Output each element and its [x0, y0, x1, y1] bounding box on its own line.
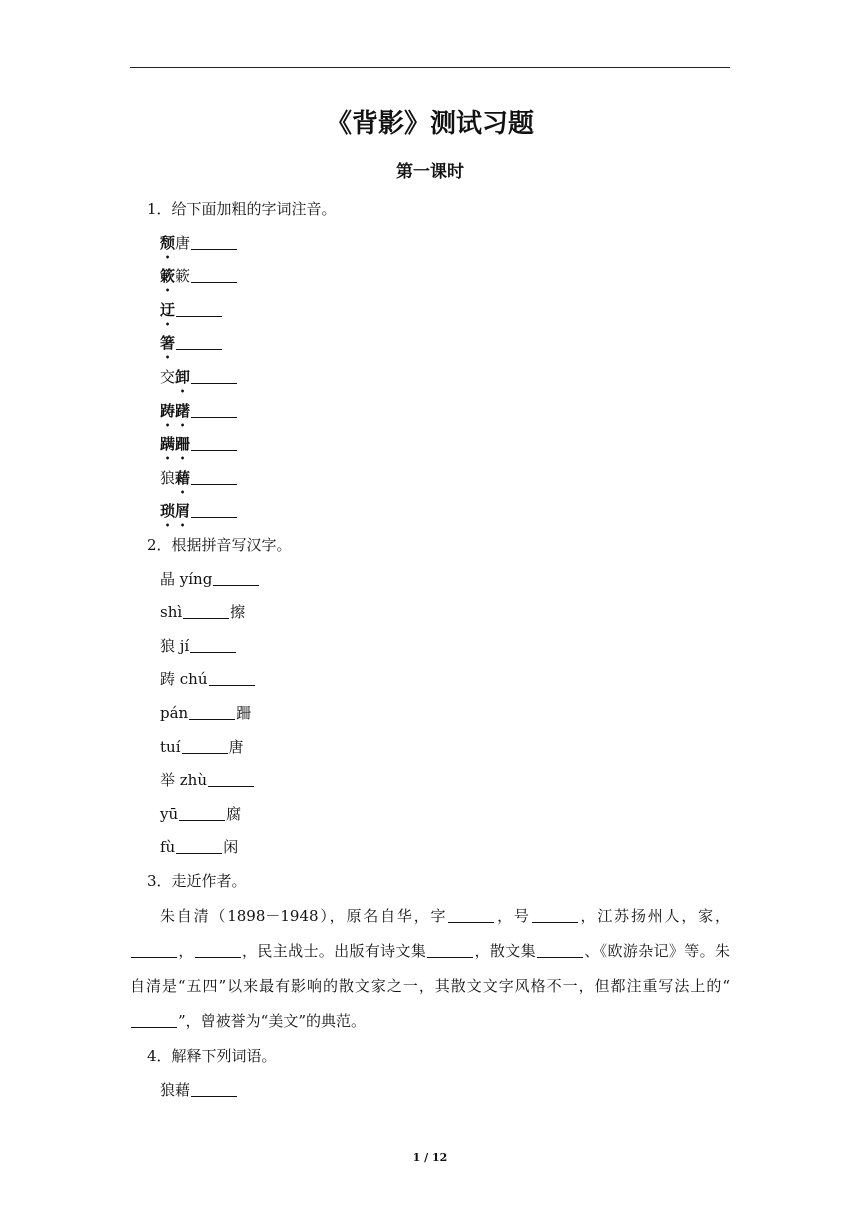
fill-blank[interactable]: [191, 1082, 237, 1097]
item-pinyin: 举 zhù: [160, 771, 207, 790]
item-word: 狼藉: [160, 1081, 191, 1100]
pinyin-to-hanzi-item: [130, 563, 730, 597]
q3-text-7: 、《欧游杂记》等。朱自清是“五四”以来最有影响的散文家之一，其散文文字风格不一，但都注重写法上的“: [130, 942, 730, 996]
fill-blank[interactable]: [191, 436, 237, 451]
fill-blank[interactable]: [195, 943, 241, 958]
bold-target-word: 箸: [160, 334, 176, 353]
question-1-heading: 1．给下面加粗的字词注音。: [147, 200, 337, 218]
item-suffix: 唐: [175, 233, 191, 252]
pinyin-to-hanzi-item: [130, 663, 730, 697]
pinyin-item: [130, 495, 730, 529]
bold-target-word: 迂: [160, 300, 176, 319]
document-body: [130, 193, 730, 1108]
pinyin-to-hanzi-item: [130, 697, 730, 731]
pinyin-to-hanzi-item: [130, 731, 730, 765]
q3-text-1: 朱自清（1898－1948），原名自华，字: [160, 907, 448, 926]
bold-target-word: 琐屑: [160, 502, 191, 521]
pinyin-item: [130, 395, 730, 429]
item-pinyin: yū: [160, 804, 179, 823]
fill-blank[interactable]: [191, 503, 237, 518]
bold-target-word: 卸: [175, 367, 191, 386]
fill-blank[interactable]: [213, 571, 259, 586]
pinyin-item: [130, 361, 730, 395]
pinyin-item: [130, 227, 730, 261]
item-pinyin: fù: [160, 838, 176, 857]
q3-text-8: ”，曾被誉为“美文”的典范。: [178, 1012, 367, 1031]
item-pinyin: 踌 chú: [160, 670, 208, 689]
item-pinyin: 狼 jí: [160, 636, 190, 655]
fill-blank[interactable]: [183, 604, 229, 619]
question-4-items: [130, 1074, 730, 1108]
header-rule: [130, 67, 730, 68]
q3-text-5: ，民主战士。出版有诗文集: [241, 942, 427, 961]
fill-blank[interactable]: [448, 908, 494, 923]
question-4-heading: 4．解释下列词语。: [147, 1047, 277, 1066]
question-3-heading: 3．走近作者。: [147, 871, 247, 890]
item-suffix: 簌: [175, 267, 191, 286]
pinyin-to-hanzi-item: [130, 764, 730, 798]
item-suffix: 擦: [230, 603, 246, 622]
item-pinyin: 晶 yíng: [160, 569, 213, 588]
fill-blank[interactable]: [191, 470, 237, 485]
question-2-items: [130, 563, 730, 865]
item-pinyin: shì: [160, 603, 183, 622]
pinyin-item: [130, 327, 730, 361]
pinyin-to-hanzi-item: [130, 596, 730, 630]
item-suffix: 腐: [226, 804, 242, 823]
fill-blank[interactable]: [176, 335, 222, 350]
question-2-heading: 2．根据拼音写汉字。: [147, 535, 292, 554]
bold-target-word: 踌躇: [160, 401, 191, 420]
fill-blank[interactable]: [537, 943, 583, 958]
fill-blank[interactable]: [209, 671, 255, 686]
fill-blank[interactable]: [182, 739, 228, 754]
fill-blank[interactable]: [191, 268, 237, 283]
definition-item: [130, 1074, 730, 1108]
pinyin-to-hanzi-item: [130, 798, 730, 832]
pinyin-item: [130, 294, 730, 328]
bold-target-word: 蹒跚: [160, 435, 191, 454]
q3-text-4: ，: [178, 942, 194, 961]
fill-blank[interactable]: [191, 369, 237, 384]
fill-blank[interactable]: [191, 403, 237, 418]
bold-target-word: 颓: [160, 233, 176, 252]
item-suffix: 唐: [228, 737, 244, 756]
question-3-paragraph: [130, 899, 730, 1039]
item-prefix: 交: [160, 367, 176, 386]
page-number: 1 / 12: [412, 1151, 448, 1164]
pinyin-to-hanzi-item: [130, 630, 730, 664]
item-pinyin: tuí: [160, 737, 181, 756]
fill-blank[interactable]: [131, 943, 177, 958]
q3-text-3: ，江苏扬州人，家，: [578, 907, 730, 926]
item-prefix: 狼: [160, 468, 176, 487]
fill-blank[interactable]: [191, 235, 237, 250]
item-suffix: 跚: [236, 703, 252, 722]
question-1-items: [130, 227, 730, 529]
bold-target-word: 藉: [175, 468, 191, 487]
fill-blank[interactable]: [176, 302, 222, 317]
fill-blank[interactable]: [131, 1013, 177, 1028]
q3-text-6: ，散文集: [474, 942, 536, 961]
pinyin-to-hanzi-item: [130, 831, 730, 865]
fill-blank[interactable]: [176, 839, 222, 854]
bold-target-word: 簌: [160, 267, 176, 286]
fill-blank[interactable]: [179, 806, 225, 821]
item-pinyin: pán: [160, 703, 189, 722]
fill-blank[interactable]: [189, 705, 235, 720]
pinyin-item: [130, 462, 730, 496]
fill-blank[interactable]: [427, 943, 473, 958]
fill-blank[interactable]: [190, 638, 236, 653]
fill-blank[interactable]: [208, 772, 254, 787]
document-subtitle: 第一课时: [396, 162, 464, 182]
document-title: 《背影》测试习题: [325, 109, 534, 139]
fill-blank[interactable]: [532, 908, 578, 923]
q3-text-2: ，号: [495, 907, 531, 926]
pinyin-item: [130, 260, 730, 294]
pinyin-item: [130, 428, 730, 462]
item-suffix: 闲: [223, 838, 239, 857]
